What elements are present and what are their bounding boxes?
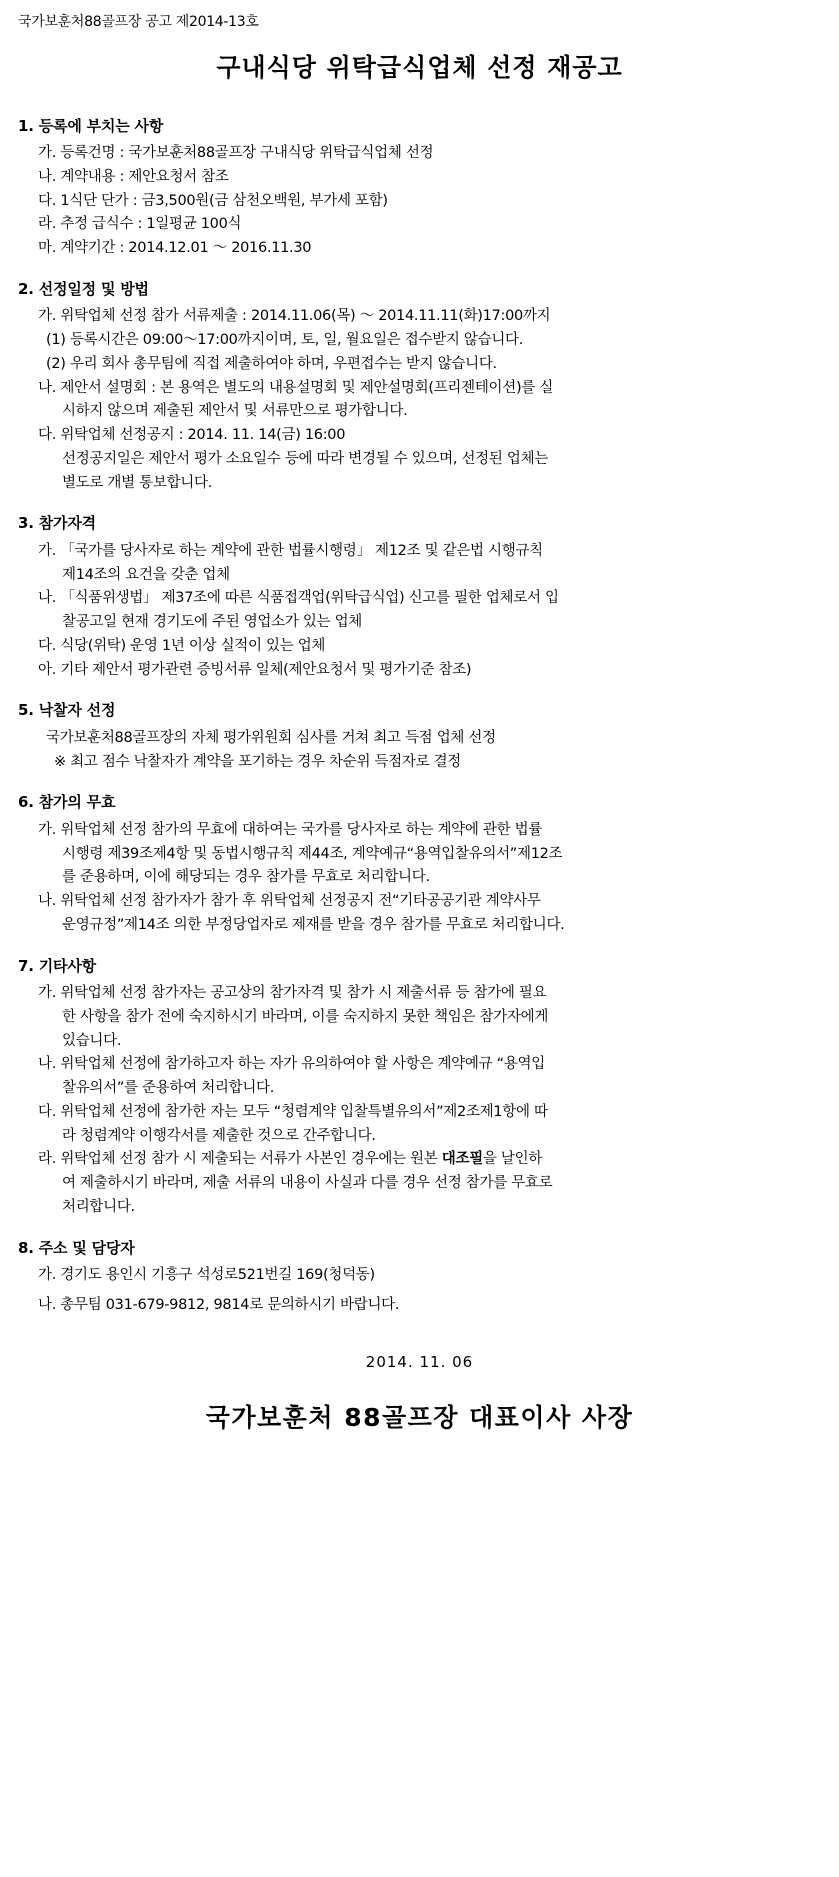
section-heading: 7. 기타사항 — [18, 956, 96, 975]
page-title: 구내식당 위탁급식업체 선정 재공고 — [216, 53, 623, 82]
section-line: 시하지 않으며 제출된 제안서 및 서류만으로 평가합니다. — [62, 403, 408, 420]
section-heading: 3. 참가자격 — [18, 514, 96, 533]
section-line: 여 제출하시기 바라며, 제출 서류의 내용이 사실과 다를 경우 선정 참가를 무효로 — [62, 1175, 553, 1191]
section-line: 찰유의서”를 준용하여 처리합니다. — [62, 1080, 275, 1096]
section-line: 제14조의 요건을 갖춘 업체 — [62, 566, 230, 583]
section-heading: 1. 등록에 부치는 사항 — [18, 116, 164, 135]
section-line: 다. 식당(위탁) 운영 1년 이상 실적이 있는 업체 — [38, 637, 326, 654]
section-line: 나. 「식품위생법」 제37조에 따른 식품접객업(위탁급식업) 신고를 필한 업체로서 입 — [38, 590, 559, 607]
section-line: 가. 경기도 용인시 기흥구 석성로521번길 169(청덕동) — [38, 1267, 375, 1283]
document-section — [16, 699, 823, 773]
section-line: 마. 계약기간 : 2014.12.01 ～ 2016.11.30 — [38, 240, 312, 256]
section-line: 별도로 개별 통보합니다. — [62, 474, 212, 491]
section-line: 라. 추정 급식수 : 1일평균 100식 — [38, 216, 242, 233]
section-heading: 6. 참가의 무효 — [18, 793, 116, 812]
document-section — [16, 955, 823, 1219]
document-section — [16, 115, 823, 260]
section-line: 나. 위탁업체 선정에 참가하고자 하는 자가 유의하여야 할 사항은 계약예규 “용역입 — [38, 1056, 545, 1073]
section-line: 찰공고일 현재 경기도에 주된 영업소가 있는 업체 — [62, 614, 362, 630]
section-line: 아. 기타 제안서 평가관련 증빙서류 일체(제안요청서 및 평가기준 참조) — [38, 661, 472, 678]
section-line: 한 사항을 참가 전에 숙지하시기 바라며, 이를 숙지하지 못한 책임은 참가자에게 — [62, 1008, 549, 1025]
section-line: 가. 「국가를 당사자로 하는 계약에 관한 법률시행령」 제12조 및 같은법 시행규칙 — [38, 542, 543, 559]
document-body — [16, 115, 823, 1317]
section-line: 처리합니다. — [62, 1198, 135, 1215]
section-line: 를 준용하며, 이에 해당되는 경우 참가를 무효로 처리합니다. — [62, 869, 430, 886]
section-line: 나. 계약내용 : 제안요청서 참조 — [38, 168, 229, 185]
section-line: 다. 위탁업체 선정공지 : 2014. 11. 14(금) 16:00 — [38, 427, 346, 443]
section-line: 라. 위탁업체 선정 참가 시 제출되는 서류가 사본인 경우에는 원본 대조필을 날인하 — [38, 1151, 543, 1168]
section-line: 다. 1식단 단가 : 금3,500원(금 삼천오백원, 부가세 포함) — [38, 192, 388, 209]
section-heading: 5. 낙찰자 선정 — [18, 701, 116, 720]
section-line: (2) 우리 회사 총무팀에 직접 제출하여야 하며, 우편접수는 받지 않습니다. — [46, 355, 497, 372]
section-line: 운영규정”제14조 의한 부정당업자로 제재를 받을 경우 참가를 무효로 처리합니다. — [62, 916, 565, 933]
section-line: 가. 위탁업체 선정 참가의 무효에 대하여는 국가를 당사자로 하는 계약에 관한 법률 — [38, 821, 543, 838]
section-line: 나. 제안서 설명회 : 본 용역은 별도의 내용설명회 및 제안설명회(프리젠테이션)를 실 — [38, 379, 554, 396]
section-line: 국가보훈처88골프장의 자체 평가위원회 심사를 거쳐 최고 득점 업체 선정 — [46, 729, 496, 746]
document-signature: 국가보훈처 88골프장 대표이사 사장 — [205, 1403, 634, 1432]
document-section — [16, 278, 823, 495]
document-section — [16, 512, 823, 681]
section-line: 나. 위탁업체 선정 참가자가 참가 후 위탁업체 선정공지 전“기타공공기관 계약사무 — [38, 893, 541, 909]
section-line: 가. 위탁업체 선정 참가자는 공고상의 참가자격 및 참가 시 제출서류 등 참가에 필요 — [38, 985, 547, 1001]
section-line: 나. 총무팀 031-679-9812, 9814로 문의하시기 바랍니다. — [38, 1296, 400, 1313]
section-heading: 2. 선정일정 및 방법 — [18, 279, 149, 298]
section-line: 가. 등록건명 : 국가보훈처88골프장 구내식당 위탁급식업체 선정 — [38, 145, 434, 161]
section-line: 라 청렴계약 이행각서를 제출한 것으로 간주합니다. — [62, 1127, 376, 1144]
document-section — [16, 791, 823, 936]
section-line: (1) 등록시간은 09:00～17:00까지이며, 토, 일, 월요일은 접수받지 않습니다. — [46, 332, 524, 348]
emphasized-text: 대조필 — [441, 1151, 483, 1168]
section-line: ※ 최고 점수 낙찰자가 계약을 포기하는 경우 차순위 득점자로 결정 — [54, 753, 462, 770]
document-section — [16, 1237, 823, 1317]
section-line: 시행령 제39조제4항 및 동법시행규칙 제44조, 계약예규“용역입찰유의서”제12조 — [62, 845, 563, 862]
section-line: 선정공지일은 제안서 평가 소요일수 등에 따라 변경될 수 있으며, 선정된 업체는 — [62, 450, 549, 467]
document-number: 국가보훈처88골프장 공고 제2014-13호 — [18, 14, 259, 30]
section-line: 있습니다. — [62, 1032, 122, 1049]
section-heading: 8. 주소 및 담당자 — [18, 1238, 135, 1257]
section-line: 가. 위탁업체 선정 참가 서류제출 : 2014.11.06(목) ～ 2014.11.11(화)17:00까지 — [38, 308, 551, 325]
document-date: 2014. 11. 06 — [365, 1352, 474, 1371]
section-line: 다. 위탁업체 선정에 참가한 자는 모두 “청렴계약 입찰특별유의서”제2조제1항에 따 — [38, 1103, 548, 1120]
